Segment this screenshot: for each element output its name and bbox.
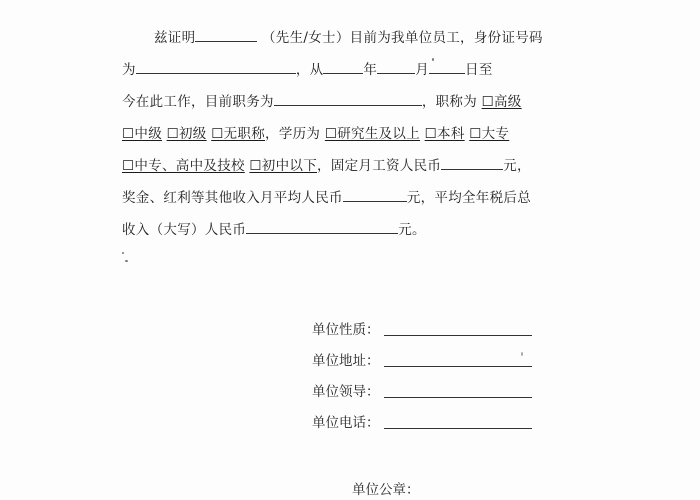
option-middle-school[interactable]: ☐初中以下	[249, 158, 318, 174]
scan-speck	[125, 260, 128, 262]
month-blank[interactable]	[377, 59, 415, 74]
option-bachelor[interactable]: ☐本科	[424, 126, 465, 142]
unit-nature-row	[312, 315, 542, 346]
option-senior[interactable]: ☐高级	[481, 94, 522, 110]
option-graduate[interactable]: ☐研究生及以上	[324, 126, 421, 142]
position-label: 今在此工作，目前职务为	[122, 94, 274, 110]
unit-leader-row	[312, 377, 542, 408]
unit-seal-label: 单位公章：	[352, 482, 420, 498]
employee-status-text: （先生/女士）目前为我单位员工，身份证号码	[262, 30, 543, 46]
income-unit: 元。	[398, 222, 426, 238]
id-number-blank[interactable]	[136, 59, 296, 74]
position-blank[interactable]	[274, 91, 422, 106]
education-label: ，学历为	[265, 126, 321, 142]
title-label: ，职称为	[421, 94, 478, 110]
option-junior[interactable]: ☐初级	[166, 126, 207, 142]
salary-unit: 元，	[503, 158, 531, 174]
unit-phone-label: 单位电话：	[312, 415, 380, 431]
intro-label: 兹证明	[154, 30, 196, 46]
unit-fields	[312, 315, 542, 439]
unit-address-row	[312, 346, 542, 377]
unit-phone-row	[312, 408, 542, 439]
id-label: 为	[122, 62, 136, 78]
scan-speck	[521, 352, 523, 356]
bonus-unit: 元，平均全年税后总	[406, 190, 532, 206]
unit-nature-label: 单位性质：	[312, 322, 380, 338]
name-blank[interactable]	[195, 27, 257, 42]
year-label: 年	[363, 62, 378, 78]
scan-speck	[432, 58, 434, 61]
certificate-body	[122, 22, 542, 246]
option-vocational[interactable]: ☐中专、高中及技校	[122, 158, 245, 174]
unit-phone-blank[interactable]	[384, 414, 532, 429]
bonus-label: 奖金、红利等其他收入月平均人民币	[122, 190, 343, 206]
line-5	[122, 150, 542, 182]
option-no-title[interactable]: ☐无职称	[211, 126, 266, 142]
from-label: ，从	[295, 62, 324, 78]
day-blank[interactable]	[429, 59, 465, 74]
scan-speck	[122, 252, 124, 254]
line-3	[122, 86, 542, 118]
salary-label: ，固定月工资人民币	[317, 158, 442, 174]
line-2	[122, 54, 542, 86]
bonus-blank[interactable]	[343, 187, 407, 202]
line-4	[122, 118, 542, 150]
line-7	[122, 214, 542, 246]
line-1	[122, 22, 542, 54]
option-college[interactable]: ☐大专	[469, 126, 510, 142]
unit-address-blank[interactable]	[384, 352, 532, 367]
income-label: 收入（大写）人民币	[122, 222, 247, 238]
unit-address-label: 单位地址：	[312, 353, 380, 369]
option-intermediate[interactable]: ☐中级	[122, 126, 163, 142]
unit-nature-blank[interactable]	[384, 321, 532, 336]
month-label: 月	[415, 62, 430, 78]
income-blank[interactable]	[246, 219, 398, 234]
unit-leader-label: 单位领导：	[312, 384, 380, 400]
day-label: 日至	[465, 62, 493, 78]
year-blank[interactable]	[323, 59, 363, 74]
line-6	[122, 182, 542, 214]
unit-leader-blank[interactable]	[384, 383, 532, 398]
salary-blank[interactable]	[441, 155, 503, 170]
